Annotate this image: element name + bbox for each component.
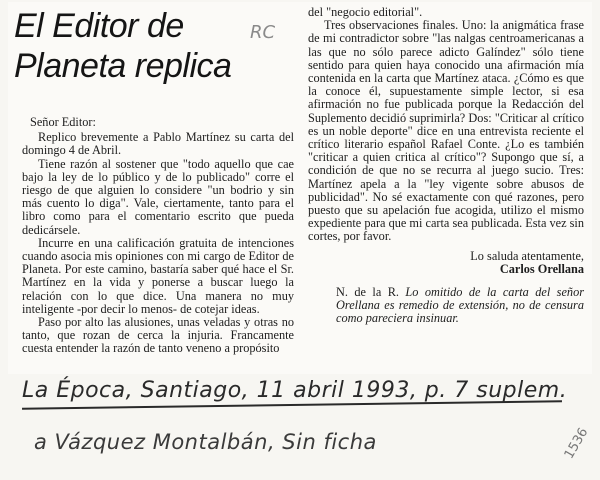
editor-note-label: N. de la R. <box>336 285 399 300</box>
letter-paragraph: Replico brevemente a Pablo Martínez su carta del domingo 4 de Abril. <box>22 130 294 158</box>
handwritten-initials: RC <box>250 22 276 43</box>
letter-left-column <box>22 116 294 356</box>
letter-paragraph: Tres observaciones finales. Uno: la anigmática frase de mi contradictor sobre "las nalgas centroamericanas a las que no sólo parece adicto Galíndez" sólo tiene sentido para quien haya conocido una afirmación mía contenida en la carta que Martínez ataca. ¿Cómo es que la conoce él, supuestamente simple lector, si esa afirmación no fue publicada porque la Redacción del Suplemento decidió suprimirla? Dos: "Criticar al crítico es un noble deporte" dice en una entrevista reciente el crítico literario español Rafael Conte. ¿Lo es también "criticar a quien critica al crítico"? Supongo que sí, a condición de que no se recurra al juego sucio. Tres: Martínez apela a la "ley vigente sobre abusos de publicidad". No sé exactamente con qué razones, pero puesto que su apelación fue acogida, utilizo el mismo expediente para que mi carta sea publicada. Esta vez sin cortes, por favor. <box>308 18 584 244</box>
editor-note <box>308 286 584 326</box>
handwritten-source-note: La Época, Santiago, 11 abril 1993, p. 7 suplem. <box>22 378 568 403</box>
letter-continuation: del "negocio editorial". <box>308 5 423 19</box>
handwritten-author-note: a Vázquez Montalbán, Sin ficha <box>34 430 377 454</box>
letter-closing: Lo saluda atentamente, <box>470 248 584 263</box>
headline <box>14 6 304 86</box>
letter-paragraph: Paso por alto las alusiones, unas veladas y otras no tanto, que rozan de cerca la injuria. Francamente cuesta entender la razón de tanto veneno a propósito <box>22 315 294 356</box>
letter-paragraph: Tiene razón al sostener que "todo aquello que cae bajo la ley de lo público y de lo publicado" corre el riesgo de que alguien lo considere "un bodrio y sin más cuento lo diga". Vale, ciertamente, tanto para el libro como para el comentario escrito que pueda dedicársele. <box>22 156 294 237</box>
handwritten-page-number: 1536 <box>561 425 592 462</box>
headline-line-1: El Editor de <box>14 7 184 45</box>
headline-line-2: Planeta replica <box>14 47 232 85</box>
letter-right-column <box>308 6 584 326</box>
editor-note-text: Lo omitido de la carta del señor Orellana es remedio de extensión, no de censura como pareciera insinuar. <box>336 285 584 326</box>
letter-paragraph: Incurre en una calificación gratuita de intenciones cuando asocia mis opiniones con mi cargo de Editor de Planeta. Por este camino, bastaría saber qué hace el Sr. Martínez en la vida y ponerse a buscar luego la relación con lo que dice. Una manera no muy inteligente -por decir lo menos- de cotejar ideas. <box>22 235 294 316</box>
letter-signature: Carlos Orellana <box>499 261 584 276</box>
letter-greeting: Señor Editor: <box>30 115 96 129</box>
